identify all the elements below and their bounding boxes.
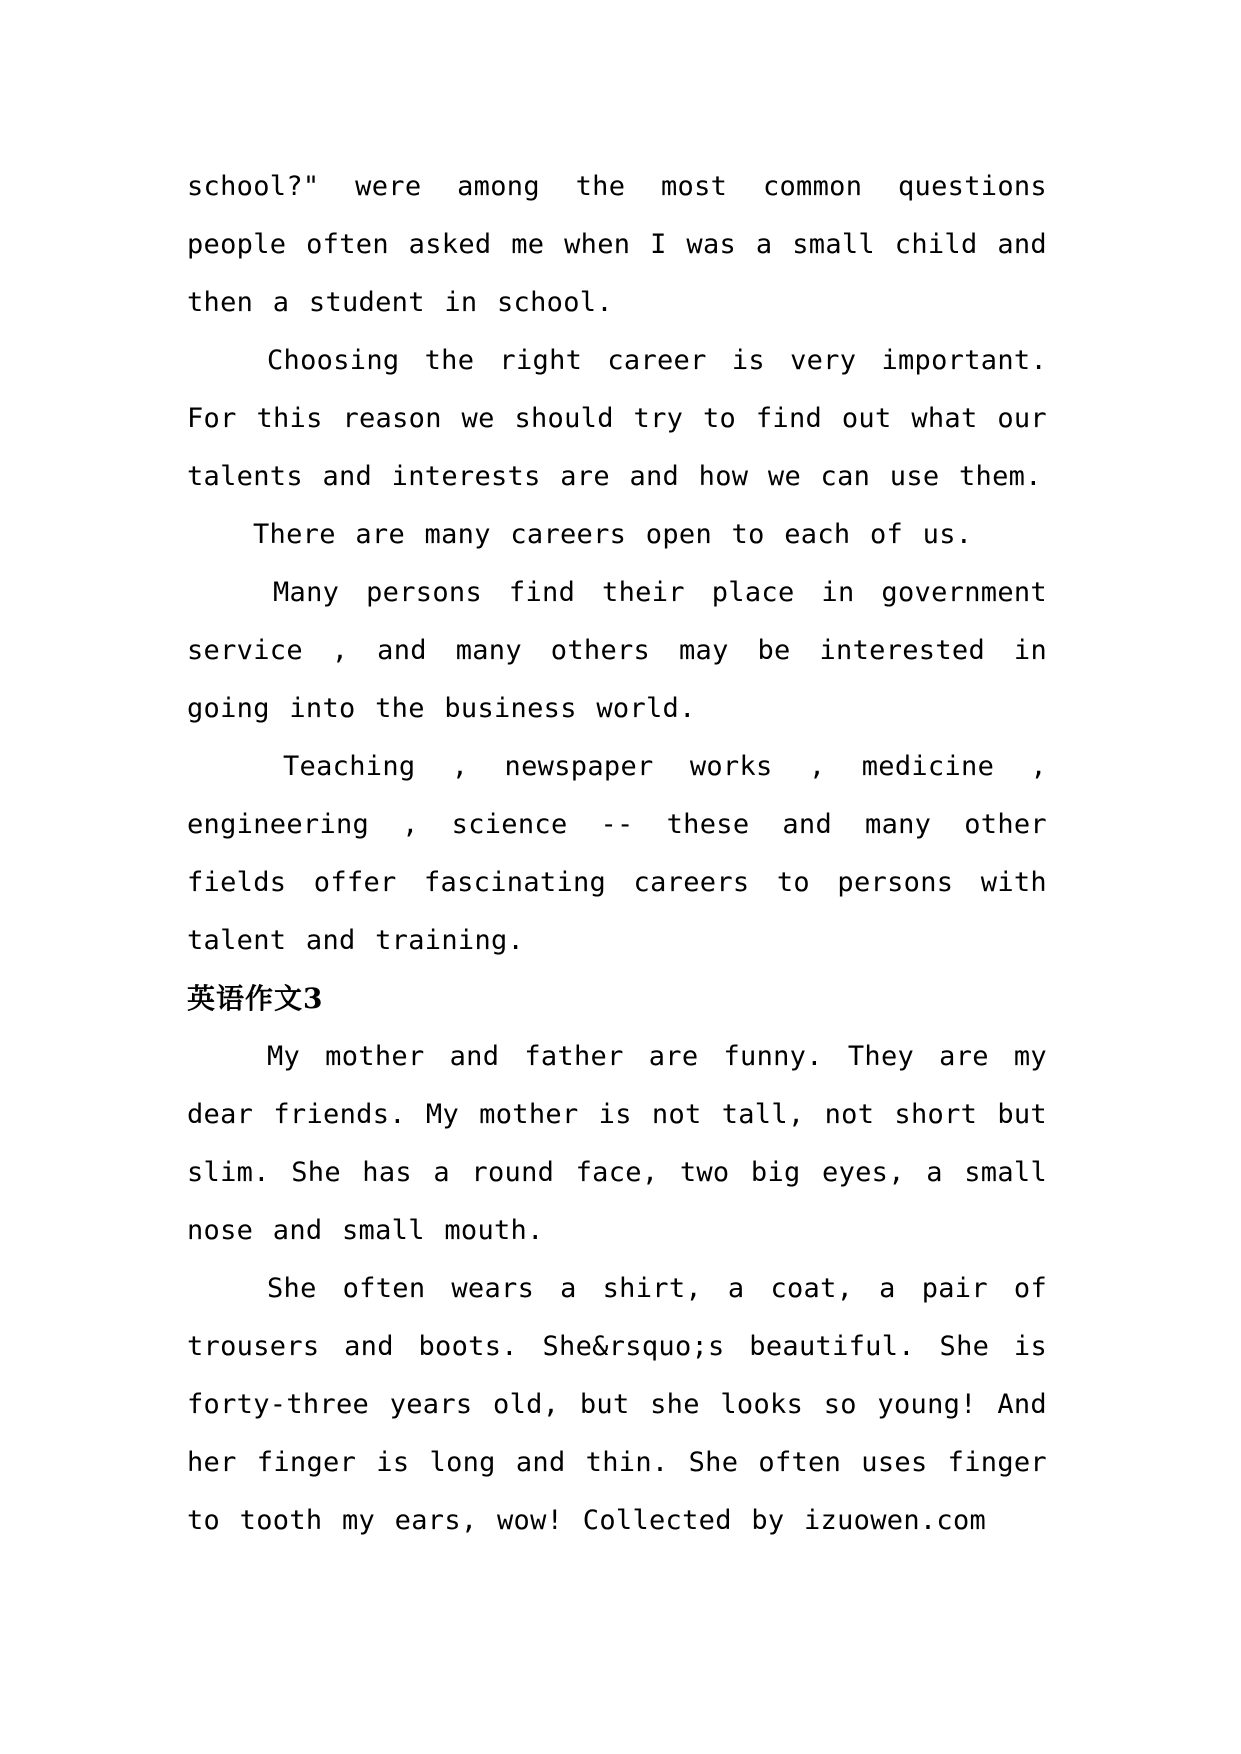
paragraph-mother-appearance: She often wears a shirt, a coat, a pair of trousers and boots. She&rsquo;s beautiful. She is forty-three years old, but she looks so young! And her finger is long and thin. She often uses finger to tooth my ears, wow! Collected by izuowen.com [187, 1273, 1047, 1536]
paragraph-government-service: Many persons find their place in government service , and many others may be interested in going into the business world. [187, 577, 1047, 724]
paragraph-mother-father: My mother and father are funny. They are my dear friends. My mother is not tall, not short but slim. She has a round face, two big eyes, a small nose and small mouth. [187, 1041, 1047, 1246]
section-heading: 英语作文3 [187, 982, 324, 1015]
paragraph-choosing-career: Choosing the right career is very important. For this reason we should try to find out what our talents and interests are and how we can use them. [187, 345, 1047, 492]
paragraph-many-careers: There are many careers open to each of us. [253, 519, 973, 550]
paragraph-school-questions: school?" were among the most common questions people often asked me when I was a small child and then a student in school. [187, 171, 1047, 318]
paragraph-teaching-fields: Teaching , newspaper works , medicine , engineering , science -- these and many other fields offer fascinating careers to persons with talent and training. [187, 751, 1047, 956]
document-page [187, 158, 1047, 1550]
